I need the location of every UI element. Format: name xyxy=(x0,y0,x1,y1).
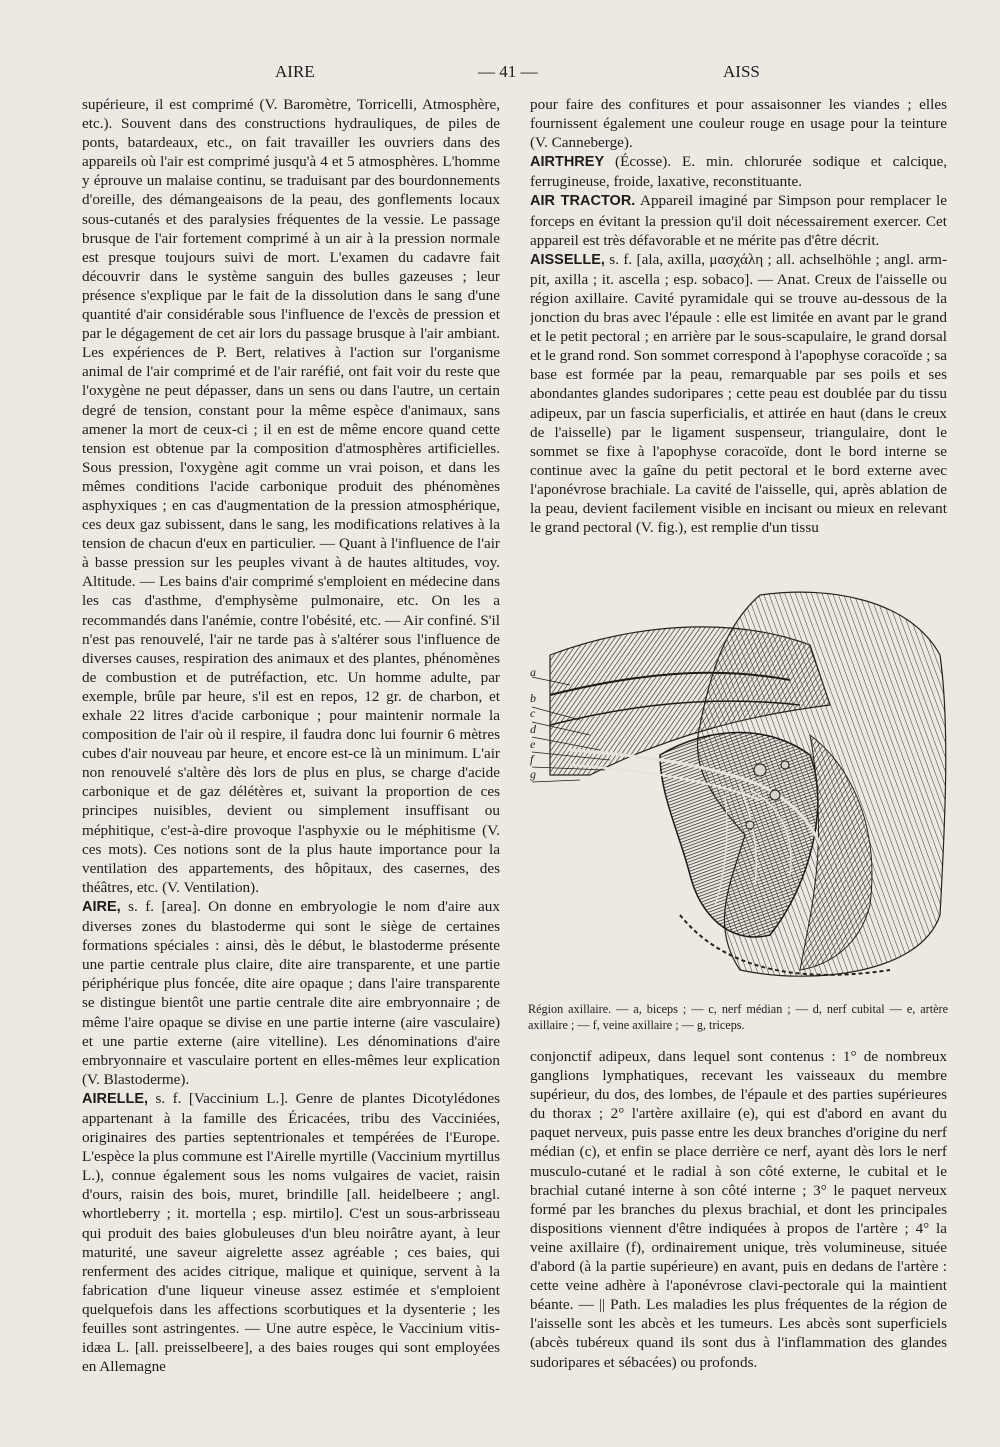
page-number: — 41 — xyxy=(478,62,538,81)
entry-air-tractor-text: Appareil imaginé par Simpson pour remplacer le forceps en évitant la pression qu'il doit nécessairement exercer. Cet appareil est très défavorable et ne mérite pas d'être décrit. xyxy=(530,192,947,249)
left-column xyxy=(82,95,500,1415)
entry-airelle-text: s. f. [Vaccinium L.]. Genre de plantes Dicotylédones appartenant à la famille des Éricacées, tribu des Vacciniées, originaires des parties septentrionales et tempérées de l'Europe. L'espèce la plus commune est l'Airelle myrtille (Vaccinium myrtillus L.), connue également sous les noms vulgaires de vaciet, raisin d'ours, raisin des bois, muret, brindille [all. heidelbeere ; angl. whortleberry ; it. mortella ; esp. mirtilo]. C'est un sous-arbrisseau qui produit des baies globuleuses d'un bleu noirâtre ayant, à leur maturité, une saveur aigrelette assez agréable ; ces baies, qui renferment des acides citrique, malique et quinique, servent à la fabrication d'une liqueur vineuse assez estimée et s'emploient quelquefois dans les affections scorbutiques et la dysenterie ; les feuilles sont astringentes. — Une autre espèce, le Vaccinium vitis-idæa L. [all. preisselbeere], a des baies rouges qui sont employées en Allemagne xyxy=(82,1089,500,1376)
label-a: a xyxy=(530,665,536,679)
entry-aire-text: s. f. [area]. On donne en embryologie le nom d'aire aux diverses zones du blastoderme qui sont le siège de certaines formations spéciales : ainsi, dès le début, le blastoderme présente une partie centrale plus claire, dite aire transparente, et une partie périphérique plus foncée, dite aire opaque ; dans l'aire transparente se distingue bientôt une partie centrale dite aire embryonnaire ; de même l'aire opaque se divise en une partie interne (aire vasculaire) et une partie externe (aire vitelline). Les dénominations d'aire embryonnaire et vasculaire portent en elles-mêmes leur explication (V. Blastoderme). xyxy=(82,897,500,1088)
headword-air-tractor: AIR TRACTOR. xyxy=(530,193,636,210)
right-column-bottom xyxy=(530,1047,947,1407)
axillary-region-engraving xyxy=(510,585,950,990)
label-g: g xyxy=(530,767,536,782)
entry-airelle xyxy=(82,1089,500,1376)
running-head xyxy=(0,62,1000,86)
entry-airthrey xyxy=(530,152,947,191)
headword-aire: AIRE, xyxy=(82,898,121,915)
label-spacer xyxy=(530,680,544,691)
label-f: f xyxy=(530,752,534,767)
entry-aisselle-continuation: conjonctif adipeux, dans lequel sont contenus : 1° de nombreux ganglions lymphatiques, recevant les vaisseaux du membre supérieur, du dos, des lombes, de l'épaule et des parties supérieures du thorax ; 2° l'artère axillaire (e), qui est d'abord en avant du paquet nerveux, puis passe entre les deux branches d'origine du nerf médian (c), et enfin se place derrière ce nerf, ayant dès lors le nerf musculo-cutané et le radial à son côté externe, le cubital et le brachial cutané interne à son côté interne ; 3° le paquet nerveux formé par les branches du plexus brachial, et dont les principales dispositions viennent d'être indiquées à propos de l'artère ; 4° la veine axillaire (f), ordinairement unique, très volumineuse, située d'abord (à la partie supérieure) en avant, puis en dedans de l'artère : cette veine adhère à l'aponévrose clavi-pectorale qui la maintient béante. — || Path. Les maladies les plus fréquentes de la région de l'aisselle sont les abcès et les tumeurs. Les abcès sont superficiels (abcès tubéreux quand ils sont dus à l'inflammation des glandes sudoripares et sébacées) ou profonds. xyxy=(530,1048,947,1371)
label-b: b xyxy=(530,691,536,706)
entry-air-tractor xyxy=(530,191,947,249)
headword-aisselle: AISSELLE, xyxy=(530,251,605,268)
entry-aisselle-text: s. f. [ala, axilla, μασχάλη ; all. achselhöhle ; angl. arm-pit, axilla ; it. ascella ; esp. sobaco]. — Anat. Creux de l'aisselle ou région axillaire. Cavité pyramidale qui se trouve au-dessous de la jonction du bras avec l'épaule : elle est limitée en avant par le grand et le petit pectoral ; en arrière par le sous-scapulaire, le grand dorsal et le grand rond. Son sommet correspond à l'apophyse coracoïde ; sa base est formée par la peau, remarquable par ses poils et ses abondantes glandes sudoripares ; cette peau est doublée par du tissu adipeux, par un fascia superficialis, et attirée en haut (dans le creux de l'aisselle) par le ligament suspenseur, triangulaire, dont le sommet se fixe à l'apophyse coracoïde, dont le bord interne se continue avec la gaîne du petit pectoral et le bord externe avec l'aponévrose brachiale. La cavité de l'aisselle, qui, après ablation de la peau, devient facilement visible en incisant ou mieux en relevant le grand pectoral (V. fig.), est remplie d'un tissu xyxy=(530,250,947,537)
label-e: e xyxy=(530,736,536,751)
label-d: d xyxy=(530,721,536,736)
entry-air-continuation: supérieure, il est comprimé (V. Baromètre, Torricelli, Atmosphère, etc.). Souvent dans des constructions hydrauliques, de piles de ponts, batardeaux, etc., on fait travailler les ouvriers dans des appareils où l'air est comprimé jusqu'à 4 et 5 atmosphères. L'homme y éprouve un malaise continu, se traduisant par des bourdonnements d'oreille, des démangeaisons de la peau, des gonflements locaux sous-cutanés et des paralysies fréquentes de la vessie. Le passage brusque de l'air fortement comprimé à un air à la pression normale est presque toujours suivi de mort. L'examen du cadavre fait découvrir dans le système sanguin des bulles gazeuses ; leur présence s'explique par le fait de la dissolution dans le sang d'une quantité d'air considérable sous l'influence de l'excès de pression et par le dégagement de cet air lors du passage brusque à l'air ambiant. Les expériences de P. Bert, relatives à l'action sur l'organisme animal de l'air comprimé et de l'air raréfié, ont fait voir du reste que l'oxygène ne peut dépasser, dans un sens ou dans l'autre, un certain degré de tension, constant pour la même espèce d'animaux, sans amener la mort de ceux-ci ; il en est de même encore quand cette tension est obtenue par la composition d'atmosphères artificielles. Sous pression, l'oxygène agit comme un vrai poison, et dans les mêmes conditions l'acide carbonique produit des phénomènes asphyxiques ; en cas d'augmentation de la pression atmosphérique, ces deux gaz subissent, dans le sang, les modifications relatives à la tension de chacun d'eux en particulier. — Quant à l'influence de l'air à basse pression sur les peuples vivant à de hautes altitudes, voy. Altitude. — Les bains d'air comprimé s'emploient en médecine dans les cas d'asthme, d'emphysème pulmonaire, etc. On les a recommandés dans l'anémie, contre l'obésité, etc. — Air confiné. S'il n'est pas renouvelé, l'air ne tarde pas à s'altérer sous l'influence de diverses causes, respiration des animaux et des plantes, phénomènes de combustion et de putréfaction, etc. Un homme adulte, par exemple, brûle par heure, s'il est en repos, 12 gr. de charbon, et exhale 22 litres d'acide carbonique ; pour maintenir normale la composition de l'air où il respire, il faudra donc lui fournir 6 mètres cubes d'air nouveau par heure, et encore est-ce là un minimum. L'air non renouvelé s'altère dès lors de plus en plus, se charge d'acide carbonique et de gaz délétères et, suivant la proportion de ces principes nuisibles, devient ou simplement insuffisant ou méphitique, c'est-à-dire provoque l'asphyxie ou le méphitisme (V. ces mots). Ces notions sont de la plus haute importance pour la ventilation des appartements, des hôpitaux, des casernes, des théâtres, etc. (V. Ventilation). xyxy=(82,96,500,896)
headword-airelle: AIRELLE, xyxy=(82,1090,149,1107)
entry-aire xyxy=(82,897,500,1089)
header-right-word: AISS xyxy=(723,62,760,81)
right-column-top xyxy=(530,95,947,557)
entry-aisselle xyxy=(530,250,947,537)
figure-label-letters xyxy=(530,665,544,782)
entry-airthrey-text: (Écosse). E. min. chlorurée sodique et calcique, ferrugineuse, froide, laxative, reconstituante. xyxy=(530,153,947,191)
header-left-word: AIRE xyxy=(275,62,315,81)
label-c: c xyxy=(530,706,536,721)
headword-airthrey: AIRTHREY xyxy=(530,154,605,171)
entry-airelle-continuation: pour faire des confitures et pour assaisonner les viandes ; elles fournissent également une couleur rouge en usage pour la teinture (V. Canneberge). xyxy=(530,96,947,152)
engraving-illustration xyxy=(510,585,950,990)
figure-caption: Région axillaire. — a, biceps ; — c, nerf médian ; — d, nerf cubital — e, artère axillaire ; — f, veine axillaire ; — g, triceps. xyxy=(528,1002,948,1032)
